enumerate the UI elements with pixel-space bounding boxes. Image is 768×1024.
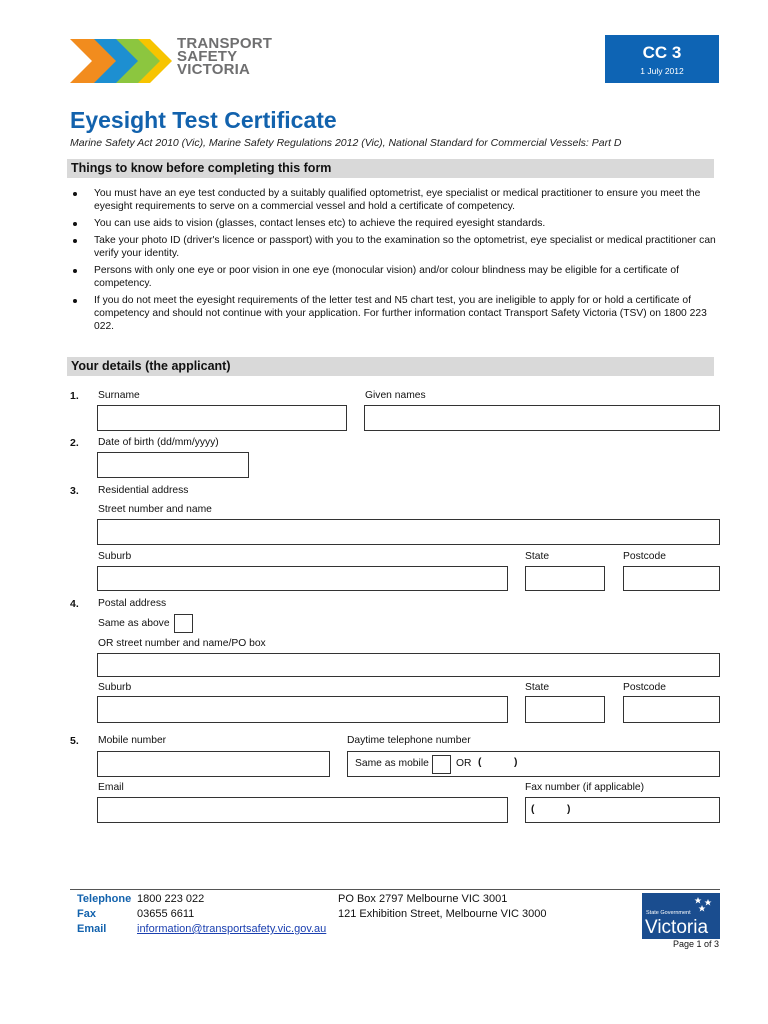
footer-address-line2: 121 Exhibition Street, Melbourne VIC 3000 bbox=[338, 908, 547, 920]
postal-label: Postal address bbox=[98, 598, 167, 609]
state-field[interactable] bbox=[525, 566, 605, 591]
form-code-box bbox=[605, 35, 719, 83]
section-heading-know: Things to know before completing this form bbox=[67, 159, 714, 178]
q4-number: 4. bbox=[70, 598, 79, 610]
postal-suburb-field[interactable] bbox=[97, 696, 508, 723]
same-as-above-checkbox[interactable] bbox=[174, 614, 193, 633]
footer-fax: 03655 6611 bbox=[137, 908, 195, 920]
surname-field[interactable] bbox=[97, 405, 347, 431]
org-name-line2: SAFETY bbox=[177, 48, 238, 65]
mobile-field[interactable] bbox=[97, 751, 330, 777]
footer-divider bbox=[70, 889, 720, 890]
state2-label: State bbox=[525, 682, 550, 693]
postal-street-field[interactable] bbox=[97, 653, 720, 677]
same-as-above-label: Same as above bbox=[98, 618, 170, 629]
fax-area-code-open: ( bbox=[531, 804, 535, 815]
org-name-line3: VICTORIA bbox=[177, 61, 250, 78]
given-names-label: Given names bbox=[365, 390, 426, 401]
fax-area-code-close: ) bbox=[567, 804, 571, 815]
footer-telephone: 1800 223 022 bbox=[137, 893, 205, 905]
bullet-icon bbox=[73, 299, 77, 303]
email-field[interactable] bbox=[97, 797, 508, 823]
southern-cross-icon bbox=[694, 896, 714, 912]
same-as-mobile-label: Same as mobile bbox=[355, 758, 429, 769]
chevron-logo-icon bbox=[70, 36, 180, 86]
dob-field[interactable] bbox=[97, 452, 249, 478]
suburb2-label: Suburb bbox=[98, 682, 132, 693]
area-code-open: ( bbox=[478, 757, 482, 768]
page-number: Page 1 of 3 bbox=[673, 939, 720, 949]
list-item: You can use aids to vision (glasses, contact lenses etc) to achieve the required eyesight standards. bbox=[70, 217, 720, 230]
page-title: Eyesight Test Certificate bbox=[70, 107, 337, 133]
bullet-icon bbox=[73, 222, 77, 226]
postal-state-field[interactable] bbox=[525, 696, 605, 723]
mobile-label: Mobile number bbox=[98, 735, 167, 746]
footer-telephone-label: Telephone bbox=[77, 893, 132, 905]
bullet-icon bbox=[73, 192, 77, 196]
postcode-label: Postcode bbox=[623, 551, 666, 562]
given-names-field[interactable] bbox=[364, 405, 720, 431]
org-name bbox=[177, 37, 272, 76]
or-street-label: OR street number and name/PO box bbox=[98, 638, 266, 649]
same-as-mobile-checkbox[interactable] bbox=[432, 755, 451, 774]
q5-number: 5. bbox=[70, 735, 79, 747]
postcode-field[interactable] bbox=[623, 566, 720, 591]
footer-address-line1: PO Box 2797 Melbourne VIC 3001 bbox=[338, 893, 508, 905]
suburb-field[interactable] bbox=[97, 566, 508, 591]
list-item: You must have an eye test conducted by a suitably qualified optometrist, eye specialist or medical practitioner to ensure you meet the eyesight requirements to serve on a commercial vessel and hold a certificate of competency. bbox=[70, 187, 720, 213]
gov-small-text: State Government bbox=[646, 910, 691, 916]
list-item: If you do not meet the eyesight requirements of the letter test and N5 chart test, you are ineligible to apply for or hold a certificate of competency and should not continue with your application. For further information contact Transport Safety Victoria (TSV) on 1800 223 022. bbox=[70, 294, 720, 333]
tsv-logo bbox=[70, 36, 180, 86]
or-label: OR bbox=[456, 758, 472, 769]
section-heading-details: Your details (the applicant) bbox=[67, 357, 714, 376]
residential-label: Residential address bbox=[98, 485, 189, 496]
street-label: Street number and name bbox=[98, 504, 212, 515]
q3-number: 3. bbox=[70, 485, 79, 497]
state-label: State bbox=[525, 551, 550, 562]
postcode2-label: Postcode bbox=[623, 682, 666, 693]
surname-label: Surname bbox=[98, 390, 140, 401]
footer-email-label: Email bbox=[77, 923, 107, 935]
q2-number: 2. bbox=[70, 437, 79, 449]
list-item: Take your photo ID (driver's licence or passport) with you to the examination so the optometrist, eye specialist or medical practitioner can verify your identity. bbox=[70, 234, 720, 260]
footer-email-link[interactable]: information@transportsafety.vic.gov.au bbox=[137, 923, 327, 935]
info-list bbox=[70, 187, 720, 337]
form-date: 1 July 2012 bbox=[640, 66, 684, 76]
q1-number: 1. bbox=[70, 390, 79, 402]
bullet-icon bbox=[73, 269, 77, 273]
bullet-icon bbox=[73, 239, 77, 243]
footer-fax-label: Fax bbox=[77, 908, 96, 920]
list-item: Persons with only one eye or poor vision in one eye (monocular vision) and/or colour blindness may be eligible for a certificate of competency. bbox=[70, 264, 720, 290]
dob-label: Date of birth (dd/mm/yyyy) bbox=[98, 437, 219, 448]
postal-postcode-field[interactable] bbox=[623, 696, 720, 723]
email-label: Email bbox=[98, 782, 124, 793]
fax-label: Fax number (if applicable) bbox=[525, 782, 645, 793]
page-subtitle: Marine Safety Act 2010 (Vic), Marine Safety Regulations 2012 (Vic), National Standard for Commercial Vessels: Part D bbox=[70, 137, 622, 149]
form-code: CC 3 bbox=[642, 43, 682, 62]
daytime-label: Daytime telephone number bbox=[347, 735, 471, 746]
org-name-line1: TRANSPORT bbox=[177, 35, 273, 52]
victoria-gov-logo bbox=[642, 893, 720, 939]
gov-name: Victoria bbox=[645, 917, 709, 938]
suburb-label: Suburb bbox=[98, 551, 132, 562]
area-code-close: ) bbox=[514, 757, 518, 768]
fax-field[interactable] bbox=[525, 797, 720, 823]
street-field[interactable] bbox=[97, 519, 720, 545]
